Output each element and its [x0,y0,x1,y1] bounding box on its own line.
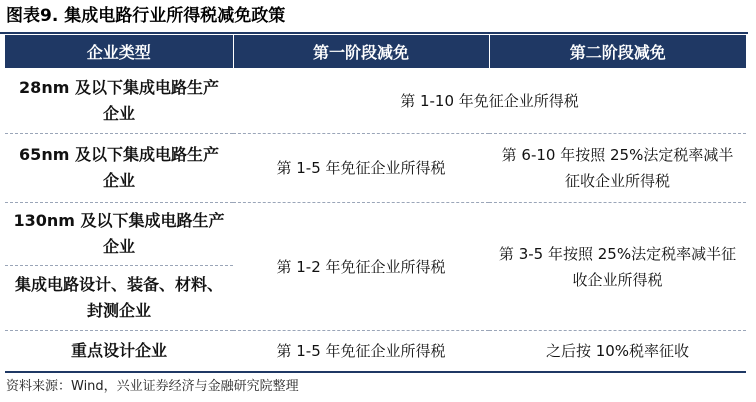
table-row [5,68,746,134]
header-stage-2: 第二阶段减免 [489,35,746,68]
enterprise-type-cell: 重点设计企业 [5,331,233,373]
stage-1-cell: 第 1-5 年免征企业所得税 [233,134,489,203]
stage-2-cell: 第 6-10 年按照 25%法定税率减半征收企业所得税 [489,134,746,203]
source-note: 资料来源：Wind，兴业证券经济与金融研究院整理 [6,379,299,394]
stage-2-cell: 第 3-5 年按照 25%法定税率减半征收企业所得税 [489,203,746,331]
enterprise-type-cell: 65nm 及以下集成电路生产企业 [5,134,233,203]
enterprise-type-cell: 28nm 及以下集成电路生产企业 [5,68,233,134]
header-stage-1: 第一阶段减免 [233,35,489,68]
enterprise-type-cell: 集成电路设计、装备、材料、封测企业 [5,266,233,331]
stage-2-cell: 之后按 10%税率征收 [489,331,746,373]
header-enterprise-type: 企业类型 [5,35,233,68]
tax-policy-table [5,35,746,373]
table-header-row [5,35,746,68]
table-row [5,134,746,203]
merged-exemption-cell: 第 1-10 年免征企业所得税 [233,68,746,134]
table-row [5,203,746,266]
table-row [5,331,746,373]
enterprise-type-cell: 130nm 及以下集成电路生产企业 [5,203,233,266]
figure-title: 图表9. 集成电路行业所得税减免政策 [6,6,286,26]
stage-1-cell: 第 1-5 年免征企业所得税 [233,331,489,373]
title-divider [0,32,748,34]
stage-1-cell: 第 1-2 年免征企业所得税 [233,203,489,331]
